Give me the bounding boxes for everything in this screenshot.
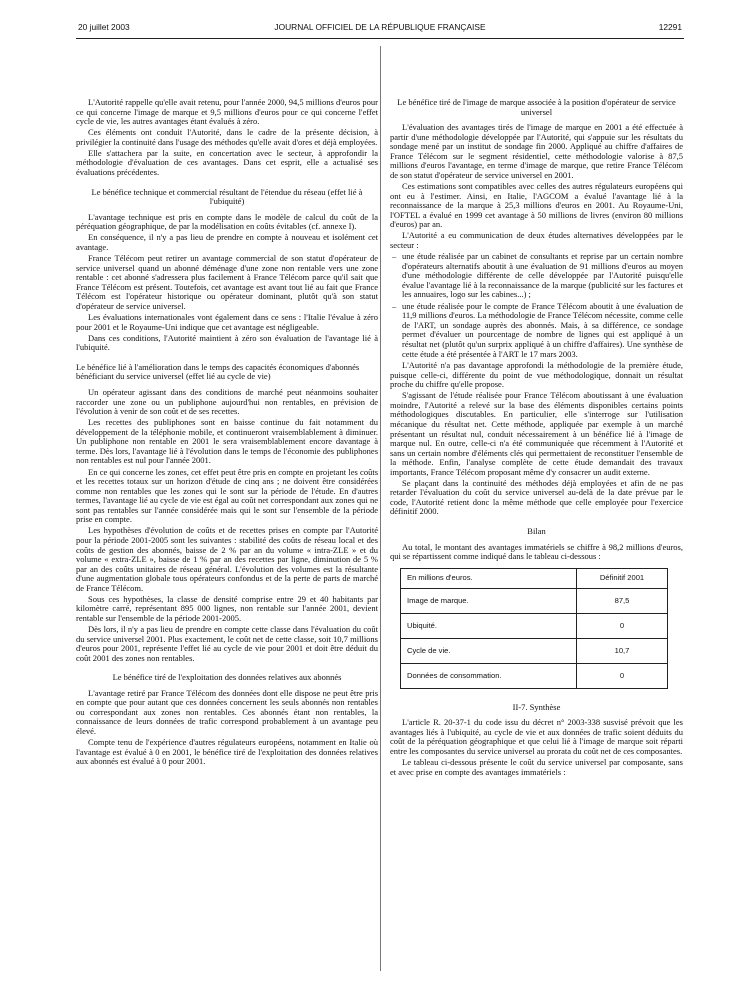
table-row: [401, 588, 668, 613]
paragraph: L'Autorité rappelle qu'elle avait retenu, pour l'année 2000, 94,5 millions d'euros pour ce qui concerne l'image de marque et 9,5 millions d'euros pour ce qui concerne l'effet cycle de vie, les autres avantages étant évalués à zéro.: [76, 97, 378, 127]
paragraph: Ces estimations sont compatibles avec celles des autres régulateurs européens qui ont eu à l'estimer. Ainsi, en Italie, l'AGCOM a évalué l'avantage lié à la reconnaissance de la marque à 25,3 millions d'euros en 2001. Au Royaume-Uni, l'OFTEL a évalué en 1999 cet avantage à 50 millions de livres (environ 80 millions d'euros) par an.: [390, 181, 683, 230]
paragraph: France Télécom peut retirer un avantage commercial de son statut d'opérateur de service universel quand un abonné déménage d'une zone non rentable vers une zone rentable : cet abonné s'adressera plus facilement à France Télécom parce qu'il sait que France Télécom est présent. Toutefois, cet avantage est avant tout lié au fait que France Télécom est l'opérateur historique ou opérateur dominant, plutôt qu'à son statut d'opérateur de service universel.: [76, 253, 378, 311]
table-cell: 10,7: [577, 638, 668, 663]
page-header: [78, 22, 682, 36]
right-column: [390, 98, 683, 779]
bilan-table: [400, 568, 668, 689]
paragraph: Les évaluations internationales vont également dans ce sens : l'Italie l'évalue à zéro pour 2001 et le Royaume-Uni indique que cet avantage est négligeable.: [76, 312, 378, 332]
paragraph: Compte tenu de l'expérience d'autres régulateurs européens, notamment en Italie où l'avantage est évalué à 0 en 2001, le bénéfice tiré de l'exploitation des données relatives aux abonnés est évalué à 0 pour 2001.: [76, 737, 378, 767]
paragraph: Les recettes des publiphones sont en baisse continue du fait notamment du développement de la téléphonie mobile, et continueront vraisemblablement à diminuer. Un publiphone non rentable en 2001 le sera vraisemblablement encore davantage à terme. Dès lors, l'avantage lié à l'évolution dans le temps de l'économie des publiphones non rentables est nul pour l'année 2001.: [76, 417, 378, 466]
section-heading-ubiquite: Le bénéfice technique et commercial résultant de l'étendue du réseau (effet lié à l'ubiquité): [91, 186, 363, 207]
section-heading-synthese: II-7. Synthèse: [512, 701, 561, 712]
studies-list: [390, 252, 683, 359]
paragraph: Les hypothèses d'évolution de coûts et de recettes prises en compte par l'Autorité pour la période 2001-2005 sont les suivantes : stabilité des coûts de réseau local et des coûts de gestion des abonnés, baisse de 2 % par an du volume « intra-ZLE » et du volume « extra-ZLE », baisse de 1 % par an des recettes par ligne, diminution de 5 % par an des coûts unitaires de réseau général. L'évolution des volumes est la résultante d'une augmentation globale tous opérateurs confondus et de la perte de parts de marché de France Télécom.: [76, 525, 378, 593]
table-cell: Données de consommation.: [401, 663, 577, 688]
table-header-cell: En millions d'euros.: [401, 568, 577, 588]
list-item: – une étude réalisée pour le compte de France Télécom aboutit à une évaluation de 11,9 millions d'euros. La méthodologie de France Télécom nécessite, comme celle de l'ART, un sondage auprès des abonnés. Mais, à sa différence, ce sondage permet d'évaluer un pourcentage de nombre de lignes qui est appliqué à un résultat net (plutôt qu'un surprix appliqué à un chiffre d'affaires). Une synthèse de cette étude a été présentée à l'ART le 17 mars 2003.: [390, 302, 683, 359]
table-header-cell: Définitif 2001: [577, 568, 668, 588]
table-cell: Cycle de vie.: [401, 638, 577, 663]
table-row: [401, 613, 668, 638]
paragraph: L'évaluation des avantages tirés de l'image de marque en 2001 a été effectuée à partir d'une méthodologie développée par l'Autorité, qui s'appuie sur les résultats du sondage mené par un institut de sondage fin 2000. Appliqué au chiffre d'affaires de France Télécom sur le segment résidentiel, cette méthodologie valorise à 87,5 millions d'euros l'avantage, en terme d'image de marque, que retire France Télécom de son statut d'opérateur de service universel en 2001.: [390, 122, 683, 180]
paragraph: L'Autorité a eu communication de deux études alternatives développées par le secteur :: [390, 230, 683, 250]
section-heading-bilan: Bilan: [527, 526, 546, 537]
paragraph: Dès lors, il n'y a pas lieu de prendre en compte cette classe dans l'évaluation du coût du service universel 2001. Plus exactement, le coût net de cette classe, soit 10,7 millions d'euros pour 2001, représente l'effet lié au cycle de vie pour 2001 et doit être déduit du coût 2001 des zones non rentables.: [76, 624, 378, 663]
section-heading-image-de-marque: Le bénéfice tiré de l'image de marque associée à la position d'opérateur de service universel: [397, 97, 676, 117]
table-cell: 87,5: [577, 588, 668, 613]
paragraph: Un opérateur agissant dans des conditions de marché peut néanmoins souhaiter raccorder une zone ou un publiphone aujourd'hui non rentables, en prévision de l'évolution à venir de son coût et de ses recettes.: [76, 386, 378, 417]
section-heading-donnees: Le bénéfice tiré de l'exploitation des données relatives aux abonnés: [112, 672, 342, 683]
section-heading-cycle-de-vie: Le bénéfice lié à l'amélioration dans le temps des capacités économiques d'abonnés bénéficiant du service universel (effet lié au cycle de vie): [76, 361, 360, 382]
table-row: [401, 663, 668, 688]
paragraph: Dans ces conditions, l'Autorité maintient à zéro son évaluation de l'avantage lié à l'ubiquité.: [76, 332, 378, 353]
table-cell: Image de marque.: [401, 588, 577, 613]
paragraph: L'avantage technique est pris en compte dans le modèle de calcul du coût de la péréquation géographique, de par la modélisation en coûts évitables (cf. annexe I).: [76, 211, 378, 232]
paragraph: Sous ces hypothèses, la classe de densité comprise entre 29 et 40 habitants par kilomètre carré, représentant 895 000 lignes, non rentable sur l'année 2001, devient rentable sur l'ensemble de la période 2001-2005.: [76, 593, 378, 623]
paragraph: L'article R. 20-37-1 du code issu du décret n° 2003-338 susvisé prévoit que les avantages liés à l'ubiquité, au cycle de vie et aux données de trafic soient déduits du coût de la péréquation géographique et que celui lié à l'image de marque soit réparti entre les composantes du service universel au prorata du coût net de ces composantes.: [390, 717, 683, 756]
paragraph: L'avantage retiré par France Télécom des données dont elle dispose ne peut être pris en compte que pour autant que ces données concernent les seuls abonnés non rentables ou correspondant aux zones non rentables. Ces abonnés étant non rentables, la connaissance de leurs données de trafic correspond probablement à un avantage peu élevé.: [76, 687, 378, 737]
list-item: – une étude réalisée par un cabinet de consultants et reprise par un certain nombre d'opérateurs alternatifs aboutit à une évaluation de 91 millions d'euros au moyen d'une méthodologie différente de celle développée par l'Autorité puisqu'elle évalue l'avantage lié à la reconnaissance de la marque (publicité sur les factures et les annuaires, logo sur les cabines...) ;: [390, 252, 683, 300]
header-page-number: 12291: [658, 22, 682, 32]
table-cell: Ubiquité.: [401, 613, 577, 638]
header-date: 20 juillet 2003: [78, 22, 130, 32]
paragraph: En ce qui concerne les zones, cet effet peut être pris en compte en projetant les coûts et les recettes totaux sur un horizon d'étude de cinq ans ; ne doivent être considérées comme non rentables que les zones qui le sont sur la période de l'étude. En d'autres termes, l'avantage lié au cycle de vie est égal au coût net correspondant aux zones qui ne sont pas rentables sur l'année considérée mais qui le sont sur l'ensemble de la période prise en compte.: [76, 466, 378, 525]
paragraph: Au total, le montant des avantages immatériels se chiffre à 98,2 millions d'euros, qui se répartissent comme indiqué dans le tableau ci-dessous :: [390, 541, 683, 562]
table-row: [401, 638, 668, 663]
table-cell: 0: [577, 663, 668, 688]
left-column: [76, 98, 378, 768]
column-separator: [380, 46, 381, 971]
paragraph: S'agissant de l'étude réalisée pour France Télécom aboutissant à une évaluation moindre, l'Autorité a relevé sur la base des éléments disponibles certains points méthodologiques discutables. En particulier, elle s'interroge sur l'utilisation mécanique du résultat net. Cette méthode, appliquée par exemple à un marché présentant un résultat nul, conduit nécessairement à un bénéfice lié à l'image de marque nul. En outre, celle-ci n'a été communiquée que récemment à l'Autorité et sans un certain nombre d'éléments clés qui permettaient de reconstituer l'ensemble de la méthode. Enfin, l'analyse complète de cette étude demandait des travaux importants, France Télécom proposant même d'y consacrer un audit externe.: [390, 390, 683, 477]
table-cell: 0: [577, 613, 668, 638]
paragraph: Le tableau ci-dessous présente le coût du service universel par composante, sans et avec prise en compte des avantages immatériels :: [390, 757, 683, 777]
header-rule: [76, 38, 684, 39]
table-header-row: [401, 568, 668, 588]
paragraph: Elle s'attachera par la suite, en concertation avec le secteur, à approfondir la méthodologie d'évaluation de ces avantages. Dans cet esprit, elle a actualisé ses évaluations précédentes.: [76, 147, 378, 178]
paragraph: En conséquence, il n'y a pas lieu de prendre en compte à nouveau et isolément cet avantage.: [76, 232, 378, 252]
paragraph: Ces éléments ont conduit l'Autorité, dans le cadre de la présente décision, à privilégier la continuité dans l'usage des méthodes qu'elle avait d'ores et déjà employées.: [76, 127, 378, 147]
header-journal-title: JOURNAL OFFICIEL DE LA RÉPUBLIQUE FRANÇAISE: [274, 22, 486, 32]
paragraph: L'Autorité n'a pas davantage approfondi la méthodologie de la première étude, puisque celle-ci, différente du point de vue méthodologique, donnait un résultat proche du chiffre qu'elle propose.: [390, 360, 683, 390]
paragraph: Se plaçant dans la continuité des méthodes déjà employées et afin de ne pas retarder l'évaluation du coût du service universel au-delà de la date prévue par le code, l'Autorité retient donc la même méthode que celle employée pour l'exercice définitif 2000.: [390, 477, 683, 517]
